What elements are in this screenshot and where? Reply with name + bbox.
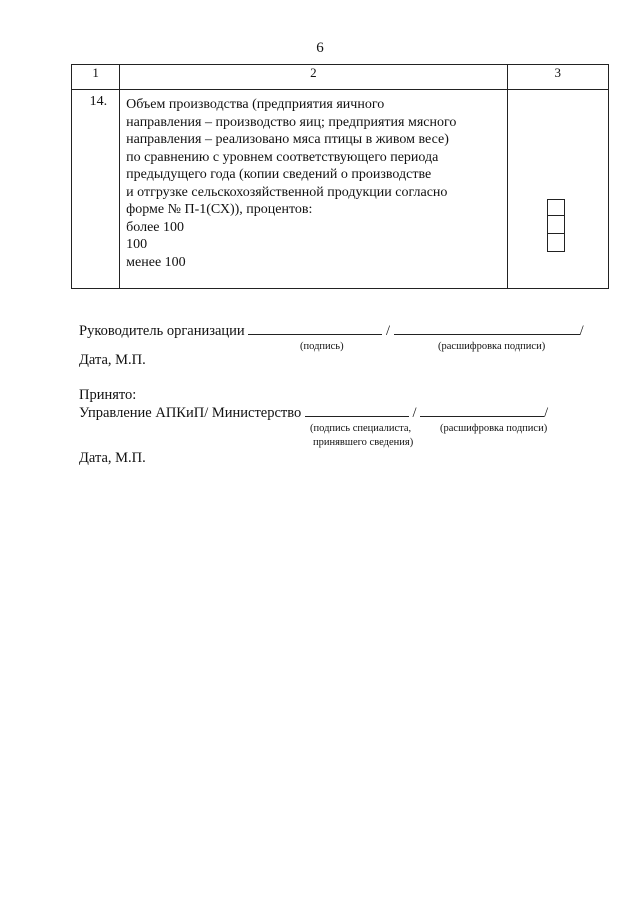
accepted-label: Принято: xyxy=(79,387,137,403)
date-label: Дата, М.П. xyxy=(79,352,146,368)
option-100: 100 xyxy=(126,237,148,252)
option-less-than-100: менее 100 xyxy=(126,254,186,270)
specialist-signature-field[interactable] xyxy=(305,404,409,417)
slash-end: / xyxy=(544,405,549,421)
description-line: по сравнению с уровнем соответствующего периода xyxy=(126,149,439,165)
form-table xyxy=(71,64,609,289)
checkbox-cell xyxy=(507,90,608,289)
column-header-3: 3 xyxy=(507,65,608,90)
checkbox-group xyxy=(547,199,565,252)
page-number: 6 xyxy=(316,40,324,56)
department-label: Управление АПКиП/ Министерство xyxy=(79,405,302,421)
date-label: Дата, М.П. xyxy=(79,450,146,466)
signature-caption: (подпись) xyxy=(300,341,344,352)
head-label: Руководитель организации xyxy=(79,323,245,339)
row-description xyxy=(120,90,507,289)
decode-caption: (расшифровка подписи) xyxy=(438,341,546,352)
description-line: форме № П-1(СХ)), процентов: xyxy=(126,202,313,217)
signature-decode-field[interactable] xyxy=(394,322,580,335)
checkbox-100[interactable] xyxy=(547,216,565,234)
specialist-caption-line2: принявшего сведения) xyxy=(313,437,414,448)
description-line: и отгрузке сельскохозяйственной продукции согласно xyxy=(126,184,448,200)
slash: / xyxy=(412,405,417,421)
department-signature-line xyxy=(79,404,548,422)
decode-caption: (расшифровка подписи) xyxy=(440,423,548,434)
head-signature-line xyxy=(79,322,584,340)
description-line: предыдущего года (копии сведений о производстве xyxy=(126,167,432,182)
checkbox-more-than-100[interactable] xyxy=(547,199,565,216)
checkbox-less-than-100[interactable] xyxy=(547,234,565,252)
table-row xyxy=(72,90,609,289)
specialist-caption-line1: (подпись специалиста, xyxy=(310,423,412,434)
description-line: направления – производство яиц; предприятия мясного xyxy=(126,114,457,130)
table-header-row xyxy=(72,65,609,90)
column-header-2: 2 xyxy=(120,65,507,90)
option-more-than-100: более 100 xyxy=(126,219,185,235)
description-line: направления – реализовано мяса птицы в живом весе) xyxy=(126,132,449,147)
column-header-1: 1 xyxy=(72,65,120,90)
slash-end: / xyxy=(579,323,584,339)
description-line: Объем производства (предприятия яичного xyxy=(126,97,385,112)
row-number: 14. xyxy=(72,90,120,289)
signature-field[interactable] xyxy=(248,322,382,335)
specialist-decode-field[interactable] xyxy=(420,404,544,417)
slash: / xyxy=(385,323,390,339)
